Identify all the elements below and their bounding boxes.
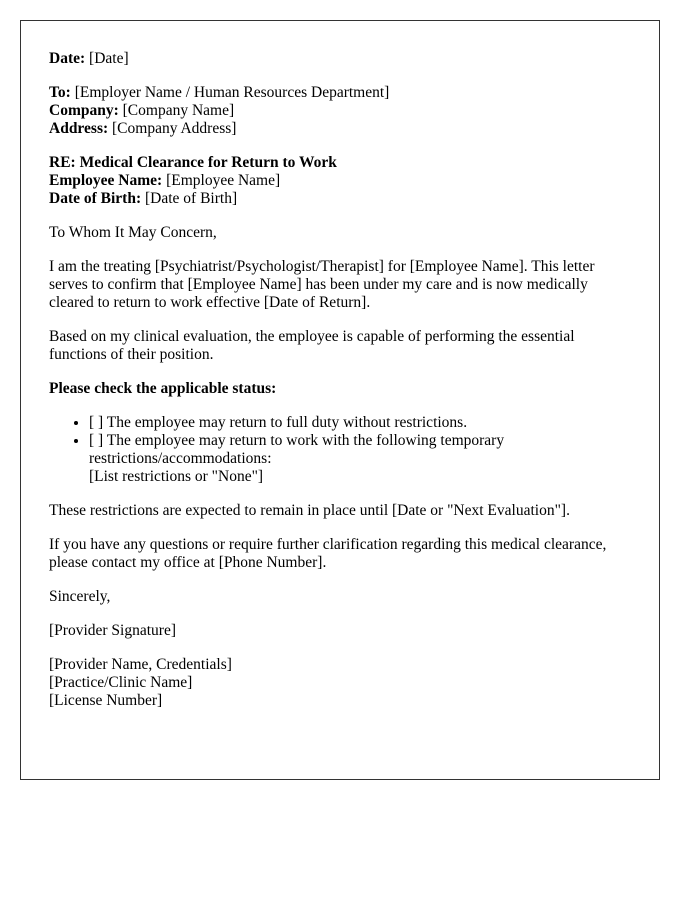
status-option-text: • [ ] The employee may return to work with the following temporary <box>89 432 505 449</box>
provider-block <box>49 656 631 710</box>
salutation: To Whom It May Concern, <box>49 224 217 241</box>
status-list <box>49 414 631 486</box>
provider-name: [Provider Name, Credentials] <box>49 656 232 673</box>
re-subject: RE: Medical Clearance for Return to Work <box>49 154 337 171</box>
dob-label: Date of Birth: <box>49 190 142 207</box>
restrictions-note <box>49 502 631 520</box>
to-line <box>49 84 631 102</box>
paragraph-line: cleared to return to work effective [Date of Return]. <box>49 294 371 311</box>
paragraph-line: serves to confirm that [Employee Name] has been under my care and is now medically <box>49 276 588 293</box>
company-line <box>49 102 631 120</box>
dob-line <box>49 190 631 208</box>
status-option-restrictions <box>89 432 631 486</box>
paragraph-treatment <box>49 258 631 312</box>
subject-block <box>49 154 631 208</box>
address-line <box>49 120 631 138</box>
date-block <box>49 50 631 68</box>
restrictions-note-text: These restrictions are expected to remain in place until [Date or "Next Evaluation"]. <box>49 502 570 519</box>
status-option-text: restrictions/accommodations: <box>89 450 272 467</box>
practice-name: [Practice/Clinic Name] <box>49 674 193 691</box>
address-value: [Company Address] <box>112 120 237 137</box>
paragraph-line: I am the treating [Psychiatrist/Psychologist/Therapist] for [Employee Name]. This letter <box>49 258 595 275</box>
employee-value: [Employee Name] <box>166 172 281 189</box>
status-option-full-duty <box>89 414 631 432</box>
date-line <box>49 50 631 68</box>
employee-line <box>49 172 631 190</box>
address-label: Address: <box>49 120 109 137</box>
dob-value: [Date of Birth] <box>145 190 238 207</box>
date-value: [Date] <box>89 50 129 67</box>
status-heading-text: Please check the applicable status: <box>49 380 277 397</box>
paragraph-line: please contact my office at [Phone Number]. <box>49 554 327 571</box>
re-line <box>49 154 631 172</box>
date-label: Date: <box>49 50 86 67</box>
letter-page <box>20 20 660 780</box>
signature-placeholder: [Provider Signature] <box>49 622 176 639</box>
to-value: [Employer Name / Human Resources Department] <box>74 84 390 101</box>
recipient-block <box>49 84 631 138</box>
valediction: Sincerely, <box>49 588 111 605</box>
company-label: Company: <box>49 102 119 119</box>
paragraph-line: Based on my clinical evaluation, the employee is capable of performing the essential <box>49 328 575 345</box>
contact-paragraph <box>49 536 631 572</box>
paragraph-line: If you have any questions or require further clarification regarding this medical clearance, <box>49 536 607 553</box>
status-option-text: • [ ] The employee may return to full duty without restrictions. <box>89 414 468 431</box>
company-value: [Company Name] <box>122 102 235 119</box>
restrictions-placeholder: [List restrictions or "None"] <box>89 468 264 485</box>
status-heading <box>49 380 631 398</box>
paragraph-evaluation <box>49 328 631 364</box>
employee-label: Employee Name: <box>49 172 163 189</box>
to-label: To: <box>49 84 71 101</box>
license-number: [License Number] <box>49 692 163 709</box>
paragraph-line: functions of their position. <box>49 346 214 363</box>
